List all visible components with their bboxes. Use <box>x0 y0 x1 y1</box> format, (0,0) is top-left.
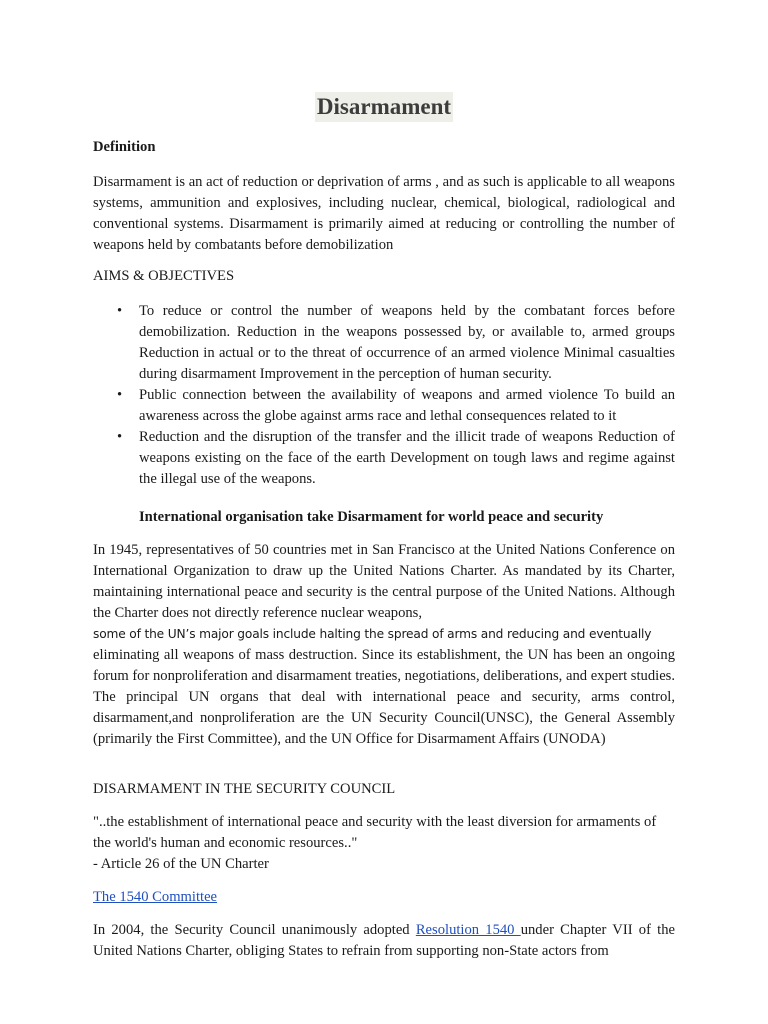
intl-heading: International organisation take Disarmament for world peace and security <box>139 509 604 525</box>
definition-paragraph <box>93 172 675 256</box>
intl-paragraph-wrap <box>93 540 675 750</box>
security-council-quote-wrap <box>93 812 675 875</box>
security-council-heading: DISARMAMENT IN THE SECURITY COUNCIL <box>93 781 396 797</box>
intl-heading-wrap <box>93 507 675 528</box>
page-title: Disarmament <box>315 92 453 122</box>
security-council-attribution: - Article 26 of the UN Charter <box>93 856 269 872</box>
aims-bullets <box>93 301 675 490</box>
aims-list <box>93 301 675 490</box>
list-item: • Reduction and the disruption of the transfer and the illicit trade of weapons Reduction of weapons existing on the face of the earth Development on tough laws and regime against the illegal use of the weapons. <box>117 429 675 487</box>
list-item: • To reduce or control the number of weapons held by the combatant forces before demobilization. Reduction in the weapons possessed by, or available to, armed groups Reduction in actual or to the threat of occurrence of an armed violence Minimal casualties during disarmament Improvement in the perception of human security. <box>117 303 675 382</box>
definition-text: Disarmament is an act of reduction or deprivation of arms , and as such is applicable to all weapons systems, ammunition and explosives, including nuclear, chemical, biological, radiological and conventional systems. Disarmament is primarily aimed at reducing or controlling the number of weapons held by combatants before demobilization <box>93 174 675 253</box>
bullet-icon: • <box>117 387 123 403</box>
resolution-1540-link[interactable]: Resolution 1540 <box>415 922 521 938</box>
committee-text-after: under Chapter VII of the United Nations Charter, obliging States to refrain from supporting non-State actors from <box>93 922 675 959</box>
committee-paragraph-wrap <box>93 920 675 962</box>
committee-text-before: In 2004, the Security Council unanimously adopted <box>93 922 416 938</box>
intl-paragraph-part2: eliminating all weapons of mass destruction. Since its establishment, the UN has been an ongoing forum for nonproliferation and disarmament treaties, negotiations, deliberations, and expert studies. The principal UN organs that deal with international peace and security, arms control, disarmament,and nonproliferation are the UN Security Council(UNSC), the General Assembly (primarily the First Committee), and the UN Office for Disarmament Affairs (UNODA) <box>93 647 675 747</box>
bullet-icon: • <box>117 429 123 445</box>
list-item: • Public connection between the availability of weapons and armed violence To build an awareness across the globe against arms race and lethal consequences related to it <box>117 387 675 424</box>
bullet-icon: • <box>117 303 123 319</box>
aims-heading-wrap <box>93 266 675 287</box>
definition-heading: Definition <box>93 139 156 155</box>
aims-heading: AIMS & OBJECTIVES <box>93 268 235 284</box>
committee-link-wrap <box>93 887 675 908</box>
security-council-heading-wrap <box>93 779 675 800</box>
intl-paragraph-sans-line: some of the UN’s major goals include halting the spread of arms and reducing and eventually <box>93 627 652 641</box>
document-page <box>93 0 675 959</box>
security-council-quote: "..the establishment of international peace and security with the least diversion for armaments of the world's human and economic resources.." <box>93 814 657 851</box>
intl-paragraph-part1: In 1945, representatives of 50 countries met in San Francisco at the United Nations Conference on International Organization to draw up the United Nations Charter. As mandated by its Charter, maintaining international peace and security is the central purpose of the United Nations. Although the Charter does not directly reference nuclear weapons, <box>93 542 675 621</box>
committee-paragraph <box>93 920 675 962</box>
committee-link[interactable]: The 1540 Committee <box>93 889 218 905</box>
title-wrap <box>93 92 675 126</box>
